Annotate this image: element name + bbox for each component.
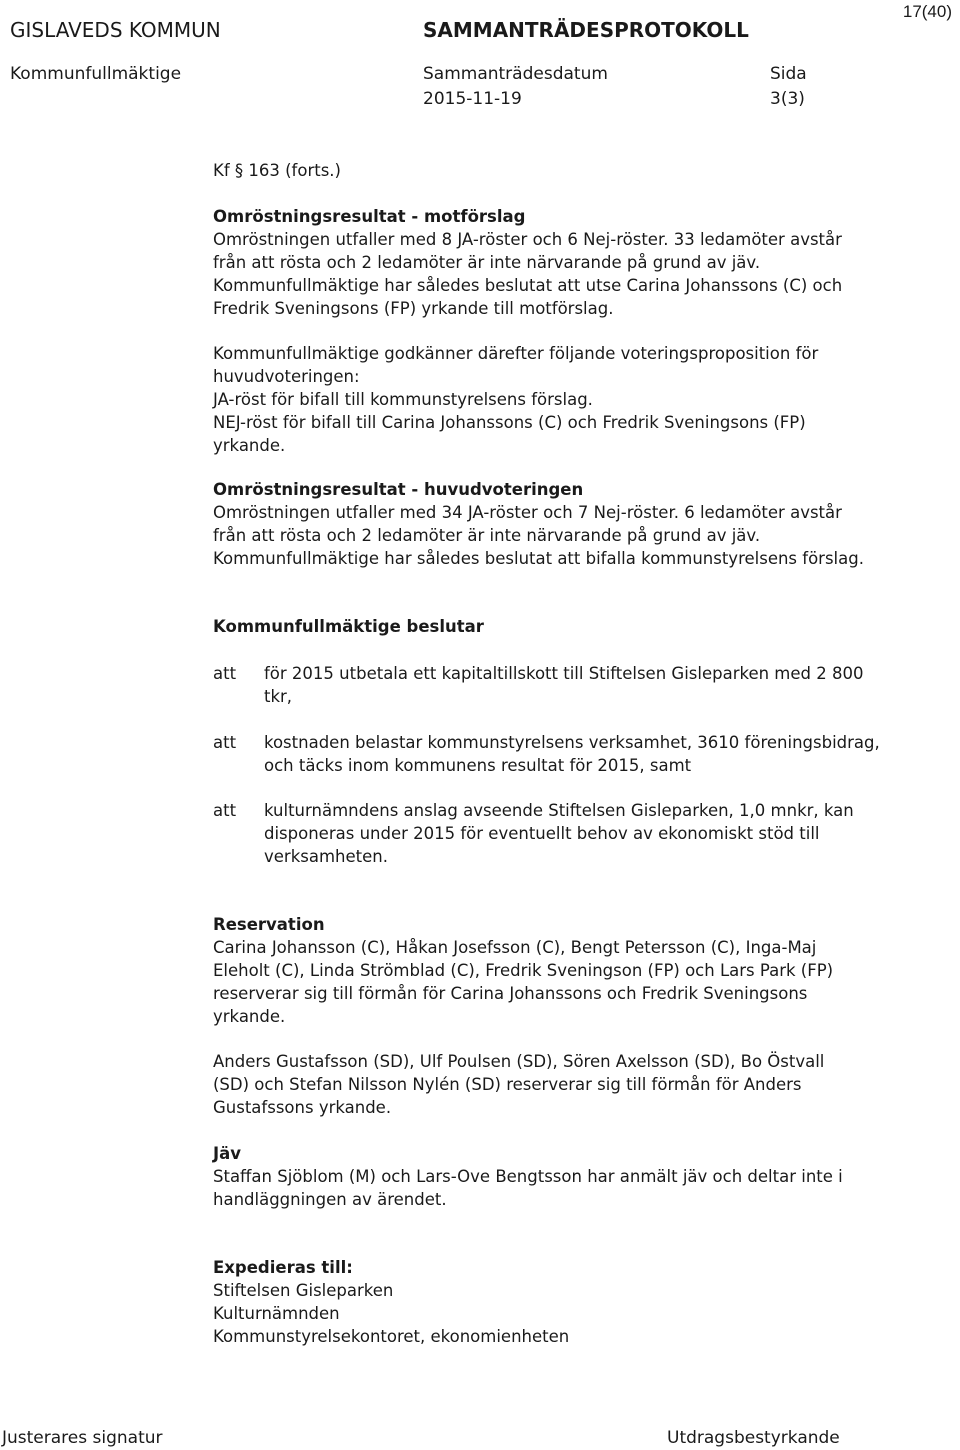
- beslut-heading: Kommunfullmäktige beslutar: [213, 617, 484, 636]
- motforslag-line: från att rösta och 2 ledamöter är inte närvarande på grund av jäv.: [213, 253, 761, 272]
- motforslag-section: [213, 205, 913, 320]
- beslut-att-label: att: [213, 664, 237, 683]
- reservation-line: (SD) och Stefan Nilsson Nylén (SD) reserverar sig till förmån för Anders: [213, 1075, 802, 1094]
- signature-label: Justerares signatur: [2, 1428, 163, 1448]
- huvudvotering-line: Kommunfullmäktige har således beslutat att bifalla kommunstyrelsens förslag.: [213, 549, 864, 568]
- jav-line: Staffan Sjöblom (M) och Lars-Ove Bengtsson har anmält jäv och deltar inte i: [213, 1167, 843, 1186]
- beslut-att-label: att: [213, 733, 237, 752]
- reservation-line: yrkande.: [213, 1007, 286, 1026]
- date-value: 2015-11-19: [423, 89, 522, 109]
- beslut-att-label: att: [213, 801, 237, 820]
- reservation-line: Carina Johansson (C), Håkan Josefsson (C), Bengt Petersson (C), Inga-Maj: [213, 938, 817, 957]
- beslut-item-line: tkr,: [264, 687, 293, 706]
- section-reference: Kf § 163 (forts.): [213, 161, 341, 180]
- page-label: Sida: [770, 64, 807, 84]
- proposition-section: [213, 342, 913, 457]
- beslut-item-line: för 2015 utbetala ett kapitaltillskott till Stiftelsen Gisleparken med 2 800: [264, 664, 864, 683]
- reservation-heading: Reservation: [213, 915, 325, 934]
- reservation-line: Anders Gustafsson (SD), Ulf Poulsen (SD), Sören Axelsson (SD), Bo Östvall: [213, 1052, 825, 1071]
- proposition-line: huvudvoteringen:: [213, 367, 360, 386]
- motforslag-line: Kommunfullmäktige har således beslutat att utse Carina Johanssons (C) och: [213, 276, 843, 295]
- beslut-item-line: kostnaden belastar kommunstyrelsens verksamhet, 3610 föreningsbidrag,: [264, 733, 880, 752]
- document-type: SAMMANTRÄDESPROTOKOLL: [423, 18, 749, 42]
- motforslag-line: Fredrik Sveningsons (FP) yrkande till motförslag.: [213, 299, 614, 318]
- huvudvotering-heading: Omröstningsresultat - huvudvoteringen: [213, 480, 584, 499]
- expedieras-heading: Expedieras till:: [213, 1258, 353, 1277]
- beslut-item-line: och täcks inom kommunens resultat för 2015, samt: [264, 756, 692, 775]
- proposition-line: Kommunfullmäktige godkänner därefter följande voteringsproposition för: [213, 344, 819, 363]
- recipient: Kommunstyrelsekontoret, ekonomienheten: [213, 1327, 570, 1346]
- recipient: Kulturnämnden: [213, 1304, 340, 1323]
- motforslag-line: Omröstningen utfaller med 8 JA-röster och 6 Nej-röster. 33 ledamöter avstår: [213, 230, 842, 249]
- reservation-line: reserverar sig till förmån för Carina Johanssons och Fredrik Sveningsons: [213, 984, 808, 1003]
- beslut-item-line: verksamheten.: [264, 847, 388, 866]
- reservation-line: Gustafssons yrkande.: [213, 1098, 392, 1117]
- proposition-line: NEJ-röst för bifall till Carina Johanssons (C) och Fredrik Sveningsons (FP): [213, 413, 806, 432]
- motforslag-heading: Omröstningsresultat - motförslag: [213, 207, 526, 226]
- huvudvotering-section: [213, 478, 913, 570]
- page-value: 3(3): [770, 89, 805, 109]
- reservation-line: Eleholt (C), Linda Strömblad (C), Fredrik Sveningson (FP) och Lars Park (FP): [213, 961, 834, 980]
- page-number: 17(40): [902, 2, 952, 21]
- date-label: Sammanträdesdatum: [423, 64, 608, 84]
- municipality-name: GISLAVEDS KOMMUN: [10, 18, 221, 42]
- body-name: Kommunfullmäktige: [10, 64, 182, 84]
- recipient: Stiftelsen Gisleparken: [213, 1281, 394, 1300]
- expedieras-section: [213, 1256, 913, 1348]
- jav-section: [213, 1142, 913, 1211]
- beslut-item-line: disponeras under 2015 för eventuellt behov av ekonomiskt stöd till: [264, 824, 820, 843]
- beslut-item-line: kulturnämndens anslag avseende Stiftelsen Gisleparken, 1,0 mnkr, kan: [264, 801, 854, 820]
- huvudvotering-line: från att rösta och 2 ledamöter är inte närvarande på grund av jäv.: [213, 526, 761, 545]
- huvudvotering-line: Omröstningen utfaller med 34 JA-röster och 7 Nej-röster. 6 ledamöter avstår: [213, 503, 842, 522]
- extract-certification-label: Utdragsbestyrkande: [667, 1428, 840, 1448]
- proposition-line: JA-röst för bifall till kommunstyrelsens förslag.: [213, 390, 593, 409]
- jav-line: handläggningen av ärendet.: [213, 1190, 447, 1209]
- proposition-line: yrkande.: [213, 436, 286, 455]
- reservation-section: [213, 913, 913, 1028]
- jav-heading: Jäv: [213, 1144, 242, 1163]
- reservation-paragraph-2: [213, 1050, 913, 1119]
